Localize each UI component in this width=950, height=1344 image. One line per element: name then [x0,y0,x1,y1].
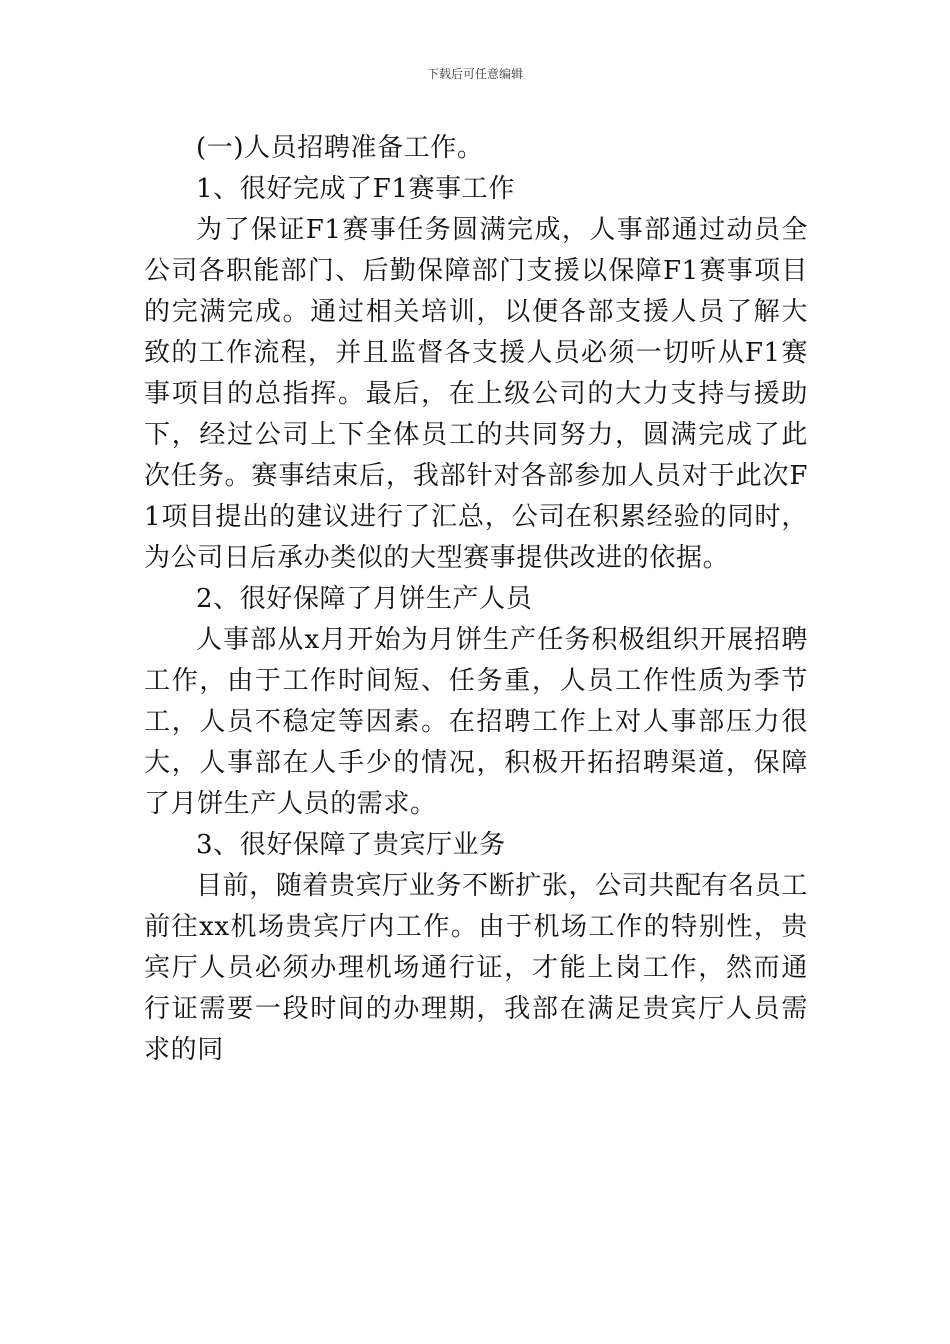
item-heading-2: 2、很好保障了月饼生产人员 [196,584,533,614]
section-title: (一)人员招聘准备工作。 [196,133,484,163]
item-body-3: 目前，随着贵宾厅业务不断扩张，公司共配有名员工前往xx机场贵宾厅内工作。由于机场工作的特别性，贵宾厅人员必须办理机场通行证，才能上岗工作，然而通行证需要一段时间的办理期，我部在满足贵宾厅人员需求的同 [144,871,808,1065]
page-header-note: 下载后可任意编辑 [426,67,523,81]
item-heading-3: 3、很好保障了贵宾厅业务 [196,830,506,860]
item-heading-1: 1、很好完成了F1赛事工作 [196,174,515,204]
document-body [144,128,808,1071]
item-body-2: 人事部从x月开始为月饼生产任务积极组织开展招聘工作，由于工作时间短、任务重，人员工作性质为季节工，人员不稳定等因素。在招聘工作上对人事部压力很大，人事部在人手少的情况，积极开拓招聘渠道，保障了月饼生产人员的需求。 [144,625,808,819]
item-body-1: 为了保证F1赛事任务圆满完成，人事部通过动员全公司各职能部门、后勤保障部门支援以保障F1赛事项目的完满完成。通过相关培训，以便各部支援人员了解大致的工作流程，并且监督各支援人员必须一切听从F1赛事项目的总指挥。最后，在上级公司的大力支持与援助下，经过公司上下全体员工的共同努力，圆满完成了此次任务。赛事结束后，我部针对各部参加人员对于此次F1项目提出的建议进行了汇总，公司在积累经验的同时，为公司日后承办类似的大型赛事提供改进的依据。 [144,215,808,573]
